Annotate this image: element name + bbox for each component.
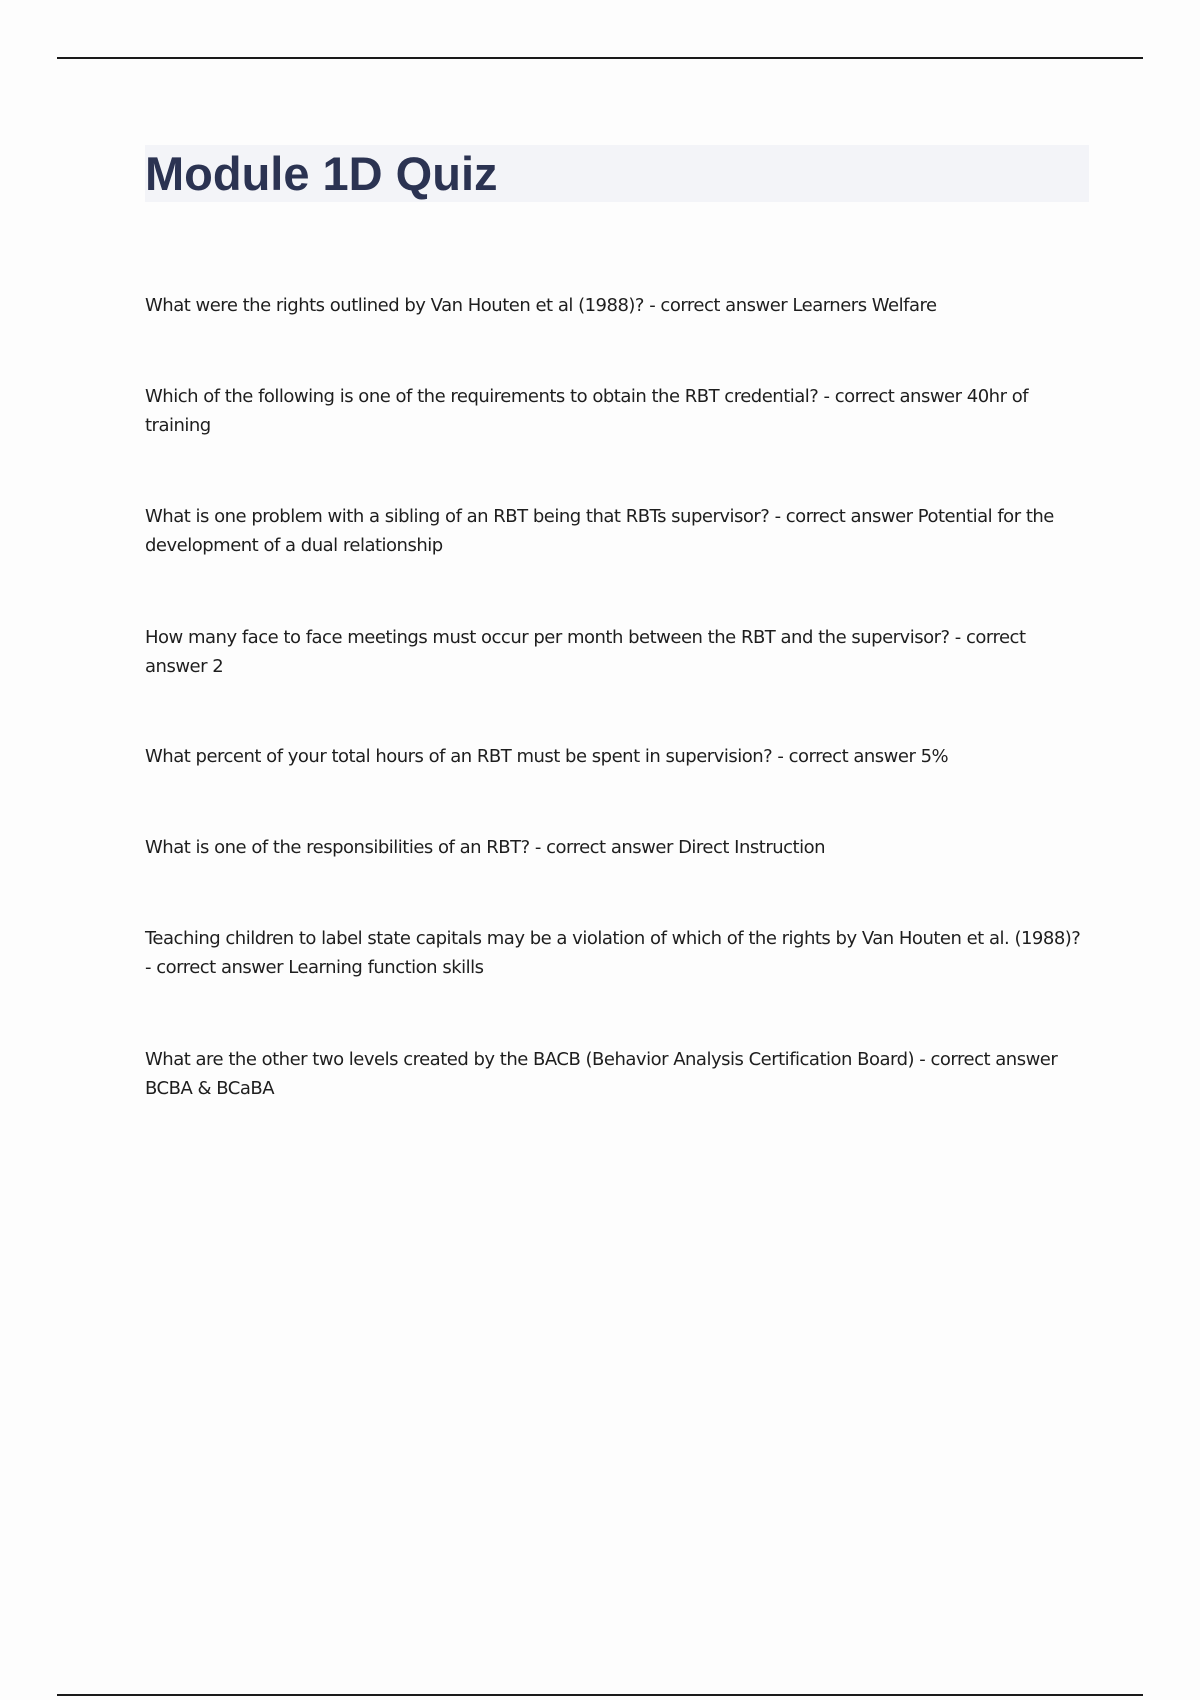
question-answer-item: Teaching children to label state capitals may be a violation of which of the rights by Van Houten et al. (1988)? - correct answer Learning function skills: [145, 928, 1081, 978]
header-rule: [57, 57, 1143, 59]
question-answer-item: What are the other two levels created by the BACB (Behavior Analysis Certification Board) - correct answer BCBA & BCaBA: [145, 1049, 1058, 1099]
question-answer-item: What were the rights outlined by Van Houten et al (1988)? - correct answer Learners Welfare: [145, 295, 937, 316]
question-answer-item: What is one of the responsibilities of an RBT? - correct answer Direct Instruction: [145, 837, 826, 858]
document-title: Module 1D Quiz: [145, 147, 498, 200]
question-answer-item: How many face to face meetings must occur per month between the RBT and the supervisor? - correct answer 2: [145, 627, 1026, 677]
question-answer-item: What percent of your total hours of an RBT must be spent in supervision? - correct answer 5%: [145, 746, 949, 767]
question-answer-item: What is one problem with a sibling of an RBT being that RBTs supervisor? - correct answer Potential for the development of a dual relationship: [145, 506, 1054, 556]
question-answer-item: Which of the following is one of the requirements to obtain the RBT credential? - correct answer 40hr of training: [145, 386, 1029, 436]
footer-rule: [57, 1694, 1143, 1696]
